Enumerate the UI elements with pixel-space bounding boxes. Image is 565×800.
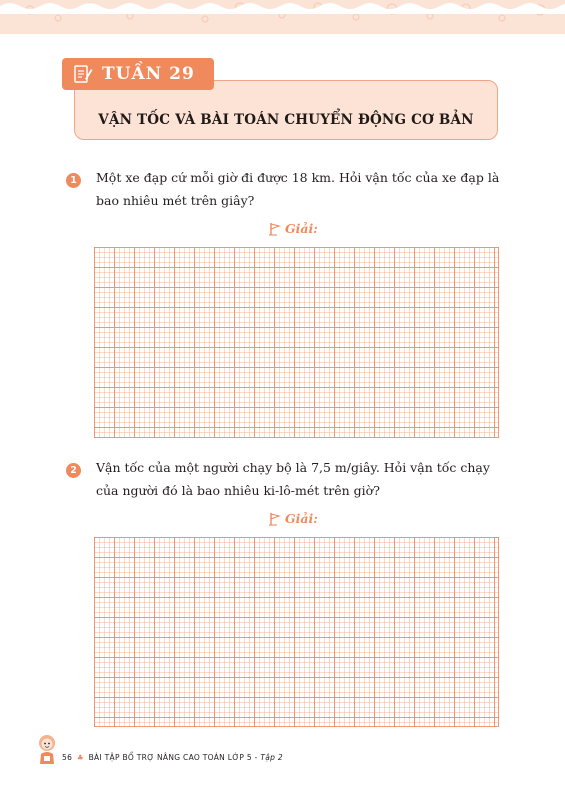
wave-edge-icon	[0, 0, 565, 14]
flag-pencil-icon	[268, 512, 282, 526]
question-number-badge: 1	[66, 173, 81, 188]
lesson-title: VẬN TỐC VÀ BÀI TOÁN CHUYỂN ĐỘNG CƠ BẢN	[98, 112, 474, 128]
solve-label: Giải:	[285, 511, 318, 526]
question-number-badge: 2	[66, 463, 81, 478]
book-title: BÀI TẬP BỔ TRỢ NÂNG CAO TOÁN LỚP 5	[88, 753, 252, 762]
solve-heading-1	[268, 221, 318, 236]
page-footer	[36, 732, 283, 766]
page-number: 56	[62, 753, 73, 762]
answer-grid-2[interactable]	[94, 537, 499, 727]
flag-pencil-icon	[268, 222, 282, 236]
footer-text: 56 ♣ BÀI TẬP BỔ TRỢ NÂNG CAO TOÁN LỚP 5 - Tập 2	[62, 753, 283, 762]
clover-icon: ♣	[76, 753, 84, 762]
question-2-line-1: Vận tốc của một người chạy bộ là 7,5 m/giây. Hỏi vận tốc chạy	[96, 460, 490, 475]
volume-label: Tập 2	[260, 753, 283, 762]
week-tab	[62, 58, 214, 90]
question-2-line-2: của người đó là bao nhiêu ki-lô-mét trên giờ?	[96, 483, 380, 498]
question-1-text	[96, 166, 516, 212]
mascot-icon	[36, 732, 58, 766]
answer-grid-1[interactable]	[94, 247, 499, 438]
top-decorative-band	[0, 0, 565, 34]
notepad-pencil-icon	[62, 58, 102, 90]
solve-heading-2	[268, 511, 318, 526]
question-1-line-1: Một xe đạp cứ mỗi giờ đi được 18 km. Hỏi vận tốc của xe đạp là	[96, 170, 500, 185]
question-2-text	[96, 456, 516, 502]
question-1-line-2: bao nhiêu mét trên giây?	[96, 193, 255, 208]
week-label: TUẦN 29	[102, 64, 195, 84]
solve-label: Giải:	[285, 221, 318, 236]
